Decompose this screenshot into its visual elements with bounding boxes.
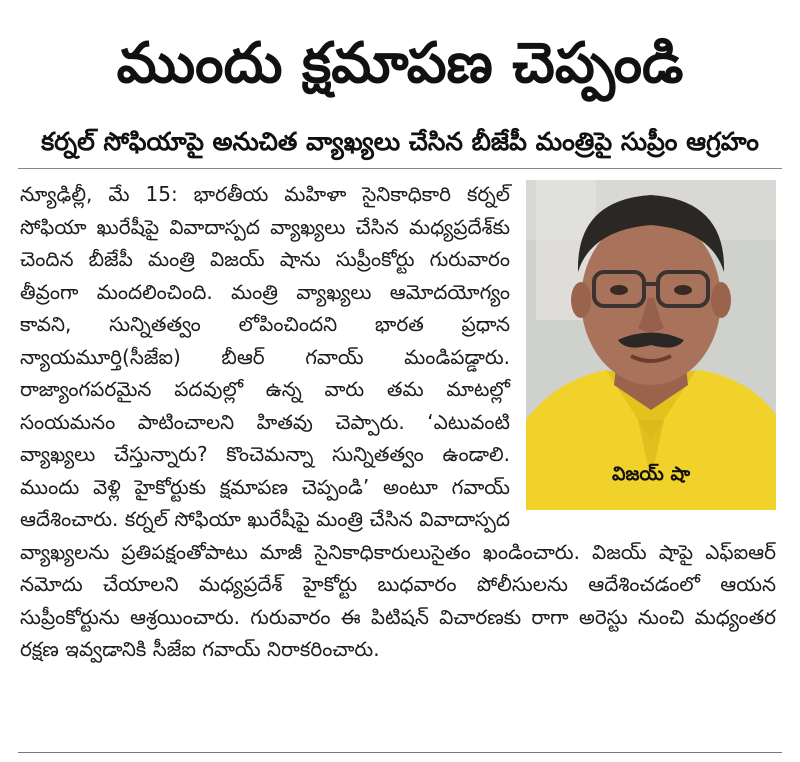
photo-caption: విజయ్ షా [612,463,691,485]
article-body-column [20,178,776,748]
bottom-divider [18,752,782,753]
headline: ముందు క్షమాపణ చెప్పండి [116,31,684,96]
article-body-text: న్యూఢిల్లీ, మే 15: భారతీయ మహిళా సైనికాధికారి కర్నల్ సోఫియా ఖురేషీపై వివాదాస్పద వ్యాఖ్యలు చేసిన మధ్యప్రదేశ్‌కు చెందిన బీజేపీ మంత్రి విజయ్ షాను సుప్రీంకోర్టు గురువారం తీవ్రంగా మందలించింది. మంత్రి వ్యాఖ్యలు ఆమోదయోగ్యం కావని, సున్నితత్వం లోపించిందని భారత ప్రధాన న్యాయమూర్తి(సీజేఐ) బీఆర్ గవాయ్ మండిపడ్డారు. రాజ్యాంగపరమైన పదవుల్లో ఉన్న వారు తమ మాటల్లో సంయమనం పాటించాలని హితవు చెప్పారు. ‘ఎటువంటి వ్యాఖ్యలు చేస్తున్నారు? కొంచెమన్నా సున్నితత్వం ఉండాలి. ముందు వెళ్లి హైకోర్టుకు క్షమాపణ చెప్పండి’ అంటూ గవాయ్ ఆదేశించారు. కర్నల్ సోఫియా ఖురేషీపై మంత్రి చేసిన వివాదాస్పద వ్యాఖ్యలను ప్రతిపక్షంతోపాటు మాజీ సైనికాధికారులుసైతం ఖండించారు. విజయ్ షాపై ఎఫ్ఐఆర్ నమోదు చేయాలని మధ్యప్రదేశ్ హైకోర్టు బుధవారం పోలీసులను ఆదేశించడంలో ఆయన సుప్రీంకోర్టును ఆశ్రయించారు. గురువారం ఈ పిటిషన్ విచారణకు రాగా అరెస్టు నుంచి మధ్యంతర రక్షణ ఇవ్వడానికి సీజేఐ గవాయ్ నిరాకరించారు. [20,182,776,661]
subheadline: కర్నల్ సోఫియాపై అనుచిత వ్యాఖ్యలు చేసిన బీజేపీ మంత్రిపై సుప్రీం ఆగ్రహం [41,127,759,156]
top-divider [18,168,782,169]
portrait-photo [526,180,776,510]
